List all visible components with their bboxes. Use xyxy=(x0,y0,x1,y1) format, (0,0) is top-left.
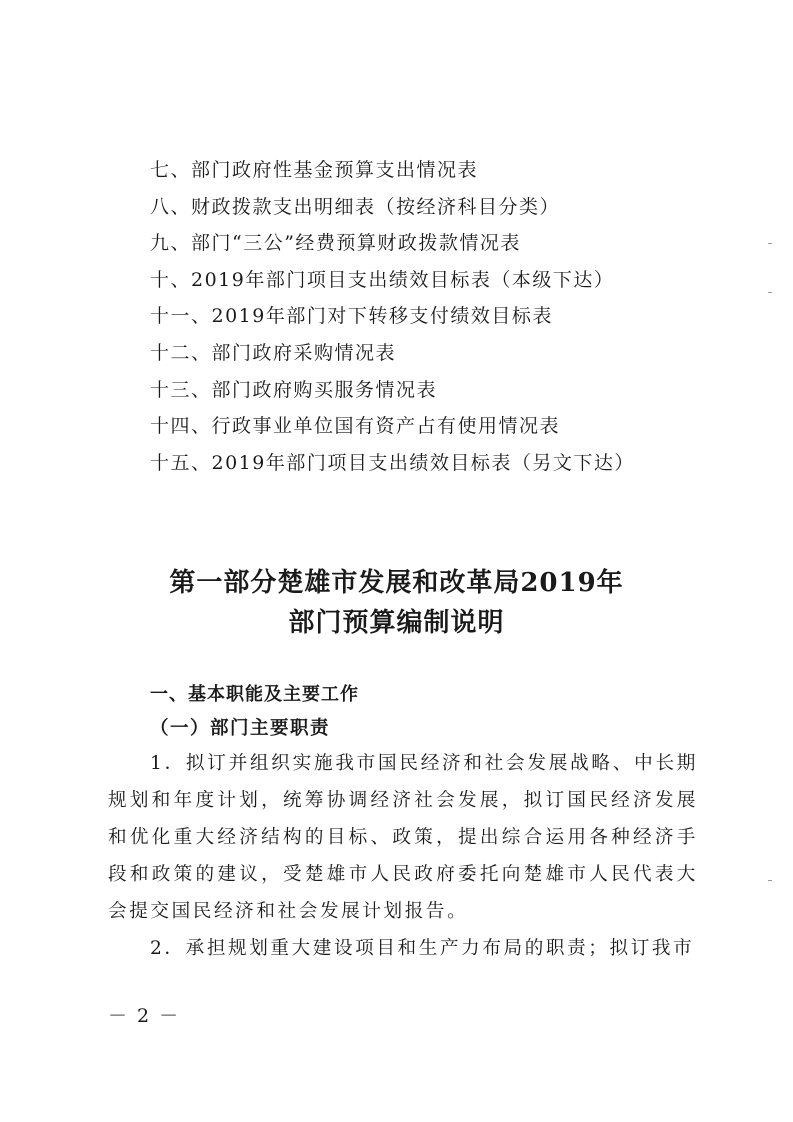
document-title-line-1: 第一部分楚雄市发展和改革局2019年 xyxy=(169,568,624,598)
contents-item: 十四、行政事业单位国有资产占有使用情况表 xyxy=(150,415,561,438)
contents-item: 十三、部门政府购买服务情况表 xyxy=(150,378,438,401)
scan-mark xyxy=(768,292,772,293)
contents-item: 九、部门“三公”经费预算财政拨款情况表 xyxy=(150,232,521,255)
contents-item: 十、2019年部门项目支出绩效目标表（本级下达） xyxy=(150,268,615,291)
document-title-line-2: 部门预算编制说明 xyxy=(288,608,505,638)
contents-item: 八、财政拨款支出明细表（按经济科目分类） xyxy=(150,195,561,218)
scan-mark xyxy=(768,880,772,881)
body-paragraph: 2．承担规划重大建设项目和生产力布局的职责；拟订我市 xyxy=(150,938,695,959)
body-paragraph: 1．拟订并组织实施我市国民经济和社会发展战略、中长期规划和年度计划，统筹协调经济社会发展，拟订国民经济发展和优化重大经济结构的目标、政策，提出综合运用各种经济手段和政策的建议，受楚雄市人民政府委托向楚雄市人民代表大会提交国民经济和社会发展计划报告。 xyxy=(108,753,698,922)
contents-list xyxy=(150,152,750,481)
subsection-heading: （一）部门主要职责 xyxy=(150,718,331,739)
page-number: － 2 － xyxy=(108,1005,181,1027)
contents-item: 十五、2019年部门项目支出绩效目标表（另文下达） xyxy=(150,451,635,474)
scan-mark xyxy=(768,243,772,244)
section-heading: 一、基本职能及主要工作 xyxy=(150,684,359,705)
contents-item: 七、部门政府性基金预算支出情况表 xyxy=(150,159,479,181)
contents-item: 十一、2019年部门对下转移支付绩效目标表 xyxy=(150,305,553,328)
contents-item: 十二、部门政府采购情况表 xyxy=(150,341,397,364)
